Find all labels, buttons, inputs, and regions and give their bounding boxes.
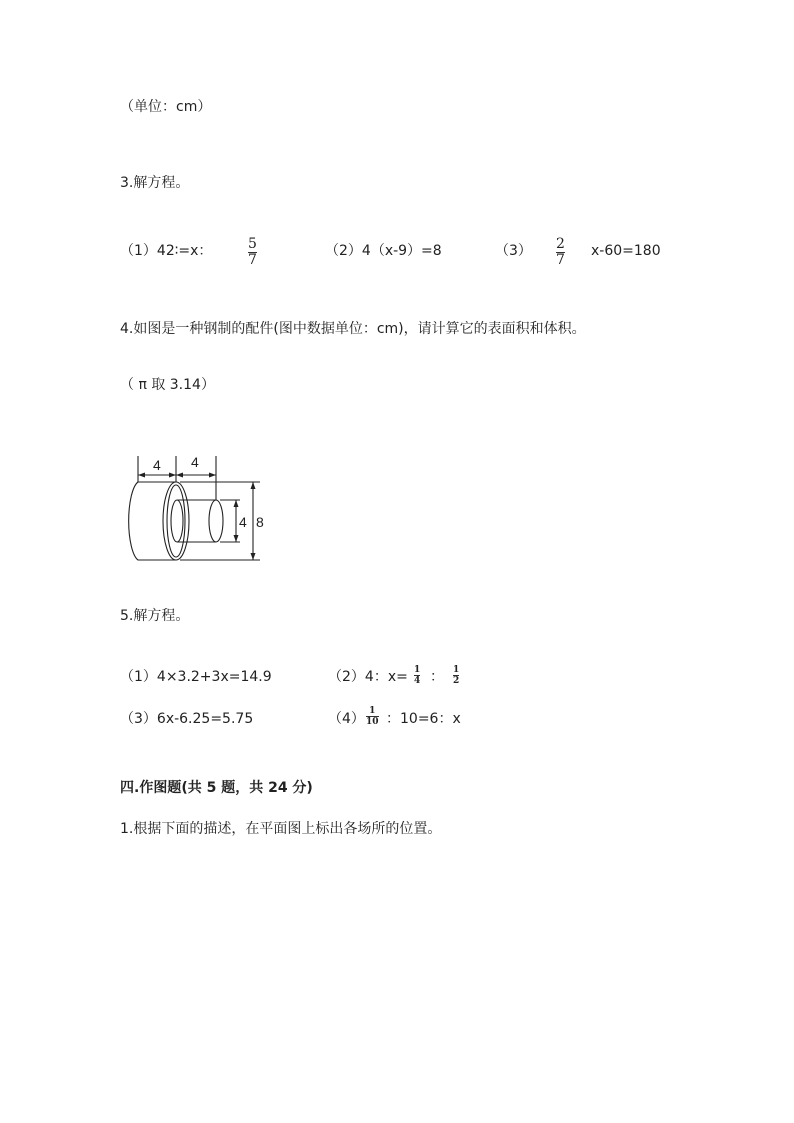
fraction-denominator: 7	[248, 252, 257, 268]
q3-problem-2: （2）4（x-9）=8	[325, 243, 442, 259]
dim-label-left: 4	[153, 457, 161, 473]
steel-part-figure	[120, 448, 270, 564]
section-4-heading: 四.作图题(共 5 题，共 24 分)	[120, 780, 313, 796]
q5-problem-4-fraction	[366, 706, 379, 727]
fraction-denominator: 2	[453, 676, 460, 686]
unit-note: （单位：cm）	[120, 99, 212, 115]
q3-problem-1-prefix: （1）42∶=x：	[120, 243, 213, 259]
fraction-denominator: 10	[366, 717, 379, 727]
question-4-title: 4.如图是一种钢制的配件(图中数据单位：cm)，请计算它的表面积和体积。	[120, 321, 586, 337]
q5-problem-2-fraction-1	[414, 665, 420, 686]
q3-problem-3-prefix: （3）	[495, 243, 532, 259]
q5-problem-3: （3）6x-6.25=5.75	[120, 711, 254, 727]
q5-problem-2-fraction-2	[453, 665, 459, 686]
fraction-numerator: 2	[556, 236, 565, 252]
pi-note: （ π 取 3.14）	[120, 377, 215, 393]
q5-problem-4-prefix: （4）	[328, 711, 365, 727]
q3-problem-3-fraction	[556, 237, 565, 268]
fraction-denominator: 4	[414, 676, 421, 686]
question-3-title: 3.解方程。	[120, 175, 190, 191]
question-5-title: 5.解方程。	[120, 608, 190, 624]
dim-label-right: 4	[191, 454, 199, 470]
dim-label-outer: 8	[256, 514, 264, 530]
q3-problem-1-fraction	[248, 237, 257, 268]
inner-cylinder-face	[209, 500, 223, 542]
inner-cylinder-back	[171, 500, 183, 542]
outer-cylinder-face-inner	[167, 485, 185, 557]
fraction-numerator: 1	[369, 706, 376, 716]
fraction-numerator: 5	[248, 236, 257, 252]
q5-problem-2-colon: ：	[430, 669, 444, 685]
q5-problem-4-suffix: ：10=6：x	[386, 711, 461, 727]
q5-problem-2-prefix: （2）4：x=	[328, 669, 408, 685]
fraction-denominator: 7	[556, 252, 565, 268]
fraction-numerator: 1	[453, 665, 460, 675]
section-4-question-1: 1.根据下面的描述，在平面图上标出各场所的位置。	[120, 821, 442, 837]
q3-problem-3-suffix: x-60=180	[591, 243, 661, 259]
outer-cylinder-body	[129, 482, 176, 560]
dim-label-inner: 4	[239, 514, 247, 530]
q5-problem-1: （1）4×3.2+3x=14.9	[120, 669, 272, 685]
fraction-numerator: 1	[414, 665, 421, 675]
